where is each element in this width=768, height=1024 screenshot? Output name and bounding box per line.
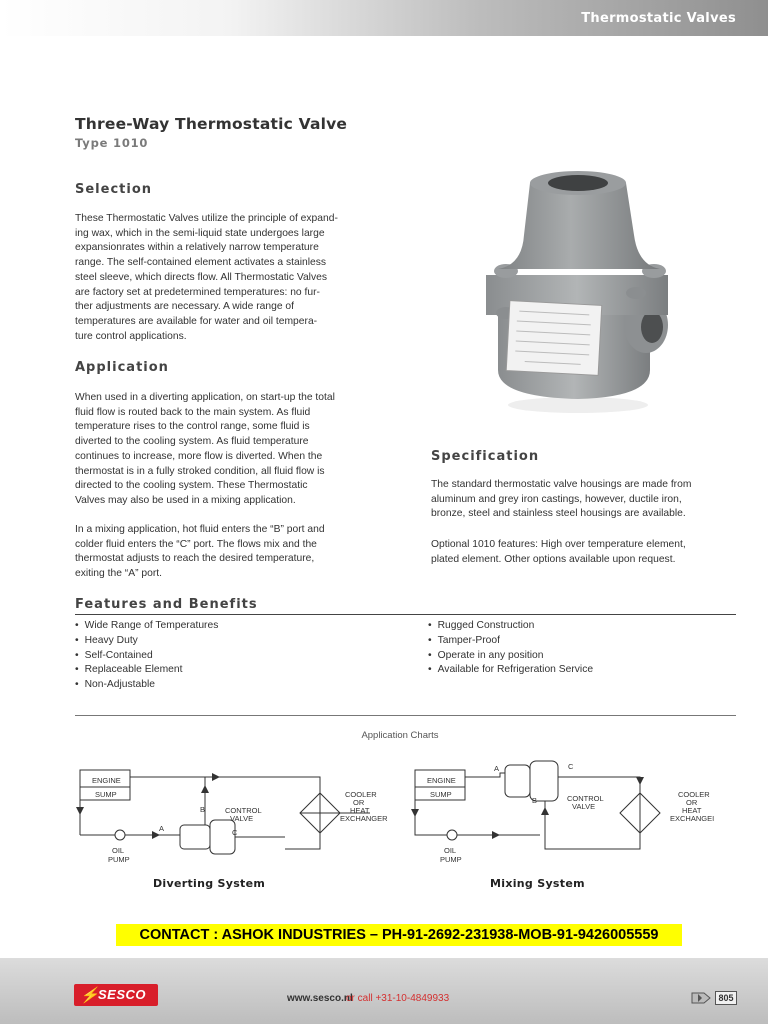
feature-item: • Wide Range of Temperatures [75,619,218,634]
engine-label: ENGINE [427,776,456,785]
specification-paragraph-2 [431,538,737,567]
text-line: continues to increase, more flow is diverted. When the [75,450,323,462]
oil-pump-symbol [447,830,457,840]
application-heading: Application [75,360,169,375]
text-line: ing wax, which in the semi-liquid state undergoes large [75,227,325,239]
mixing-system-label: Mixing System [490,877,585,890]
feature-item: • Operate in any position [428,649,593,664]
cooler-label: OR [353,798,365,807]
sesco-logo[interactable] [74,984,158,1006]
diverting-system-diagram [70,755,410,870]
feature-item: • Rugged Construction [428,619,593,634]
text-line: In a mixing application, hot fluid enters the “B” port and [75,524,325,535]
cooler-label: EXCHANGEI [670,814,715,823]
text-line: Optional 1010 features: High over temperature element, [431,539,686,550]
flow-arrow [212,773,220,781]
flow-arrow [541,807,549,815]
section-title: Thermostatic Valves [581,11,736,26]
text-line: bronze, steel and stainless steel housings are available. [431,508,686,520]
text-line: colder fluid enters the “C” port. The flows mix and the [75,538,317,550]
product-type: Type 1010 [75,136,149,150]
port-a-label: A [494,764,500,773]
selection-paragraph [75,212,375,344]
valve-product-image [478,165,678,415]
text-line: exiting the “A” port. [75,568,162,580]
cooler-label: EXCHANGER [340,814,388,823]
text-line: are factory set at predetermined temperatures: no fur- [75,286,320,298]
cooler-label: HEAT [350,806,370,815]
text-line: aluminum and grey iron castings, however, ductile iron, [431,493,682,505]
port-c-label: C [232,828,238,837]
mixing-system-diagram [410,755,740,870]
pump-label: PUMP [108,855,130,864]
text-line: thermostat adjusts to reach the desired temperature, [75,553,315,565]
text-line: ther adjustments are necessary. A wide range of [75,301,295,313]
feature-item: • Available for Refrigeration Service [428,663,593,678]
flow-arrow [492,831,500,839]
flow-arrow [76,807,84,815]
text-line: expansionrates within a relatively narrow temperature [75,242,319,254]
features-list-left [75,619,218,693]
selection-heading: Selection [75,182,153,197]
feature-item: • Tamper-Proof [428,634,593,649]
specification-heading: Specification [431,449,540,464]
text-line: plated element. Other options available upon request. [431,553,676,565]
logo-mark-icon: ⚡ [80,987,100,1004]
valve-label: VALVE [230,814,254,823]
text-line: diverted to the cooling system. As fluid temperature [75,436,309,448]
page-number: 805 [715,991,737,1005]
call-text: or call +31-10-4849933 [346,993,450,1004]
feature-item: • Heavy Duty [75,634,218,649]
engine-label: ENGINE [92,776,121,785]
text-line: These Thermostatic Valves utilize the principle of expand- [75,213,338,224]
features-heading: Features and Benefits [75,597,258,612]
diverting-system-label: Diverting System [153,877,266,890]
text-line: fluid flow is routed back to the main system. As fluid [75,406,311,418]
text-line: range. The self-contained element activates a stainless [75,257,327,269]
port-b-label: B [532,796,538,805]
charts-title: Application Charts [361,730,439,741]
port-b-label: B [200,805,206,814]
features-list-right [428,619,593,678]
text-line: temperature rises to the control range, some fluid is [75,421,310,433]
cooler-label: COOLER [345,790,377,799]
pump-label: PUMP [440,855,462,864]
application-paragraph-2 [75,523,375,582]
text-line: thermostat is in a fully stroked condition, all fluid flow is [75,465,325,477]
application-paragraph-1 [75,391,375,509]
charts-divider [75,715,736,716]
page-marker-icon [690,991,712,1005]
feature-item: • Self-Contained [75,649,218,664]
cooler-label: COOLER [678,790,710,799]
flow-arrow [636,777,644,785]
sump-label: SUMP [95,790,117,799]
text-line: Valves may also be used in a mixing application. [75,494,296,506]
flow-arrow [201,785,209,793]
page-title: Three-Way Thermostatic Valve [75,115,348,133]
valve-label: VALVE [572,802,596,811]
cooler-label: HEAT [682,806,702,815]
logo-text: SESCO [98,987,147,1002]
text-line: steel sleeve, which directs flow. All Thermostatic Valves [75,271,327,283]
website-link[interactable]: www.sesco.nl [287,993,353,1004]
contact-banner: CONTACT : ASHOK INDUSTRIES – PH-91-2692-231938-MOB-91-9426005559 [116,924,682,946]
port-c-label: C [568,762,574,771]
text-line: directed to the cooling system. These Thermostatic [75,480,308,492]
feature-item: • Replaceable Element [75,663,218,678]
sump-label: SUMP [430,790,452,799]
flow-arrow [411,809,419,817]
cooler-label: OR [686,798,698,807]
oil-pump-symbol [115,830,125,840]
text-line: When used in a diverting application, on start-up the total [75,392,335,403]
text-line: temperatures are available for water and oil tempera- [75,315,318,327]
feature-item: • Non-Adjustable [75,678,218,693]
pump-label: OIL [444,846,457,855]
text-line: The standard thermostatic valve housings are made from [431,479,692,490]
pump-label: OIL [112,846,125,855]
valve-label: CONTROL [225,806,262,815]
specification-paragraph-1 [431,478,737,522]
valve-label: CONTROL [567,794,604,803]
features-divider [75,614,736,615]
text-line: ture control applications. [75,330,187,342]
port-a-label: A [159,824,165,833]
